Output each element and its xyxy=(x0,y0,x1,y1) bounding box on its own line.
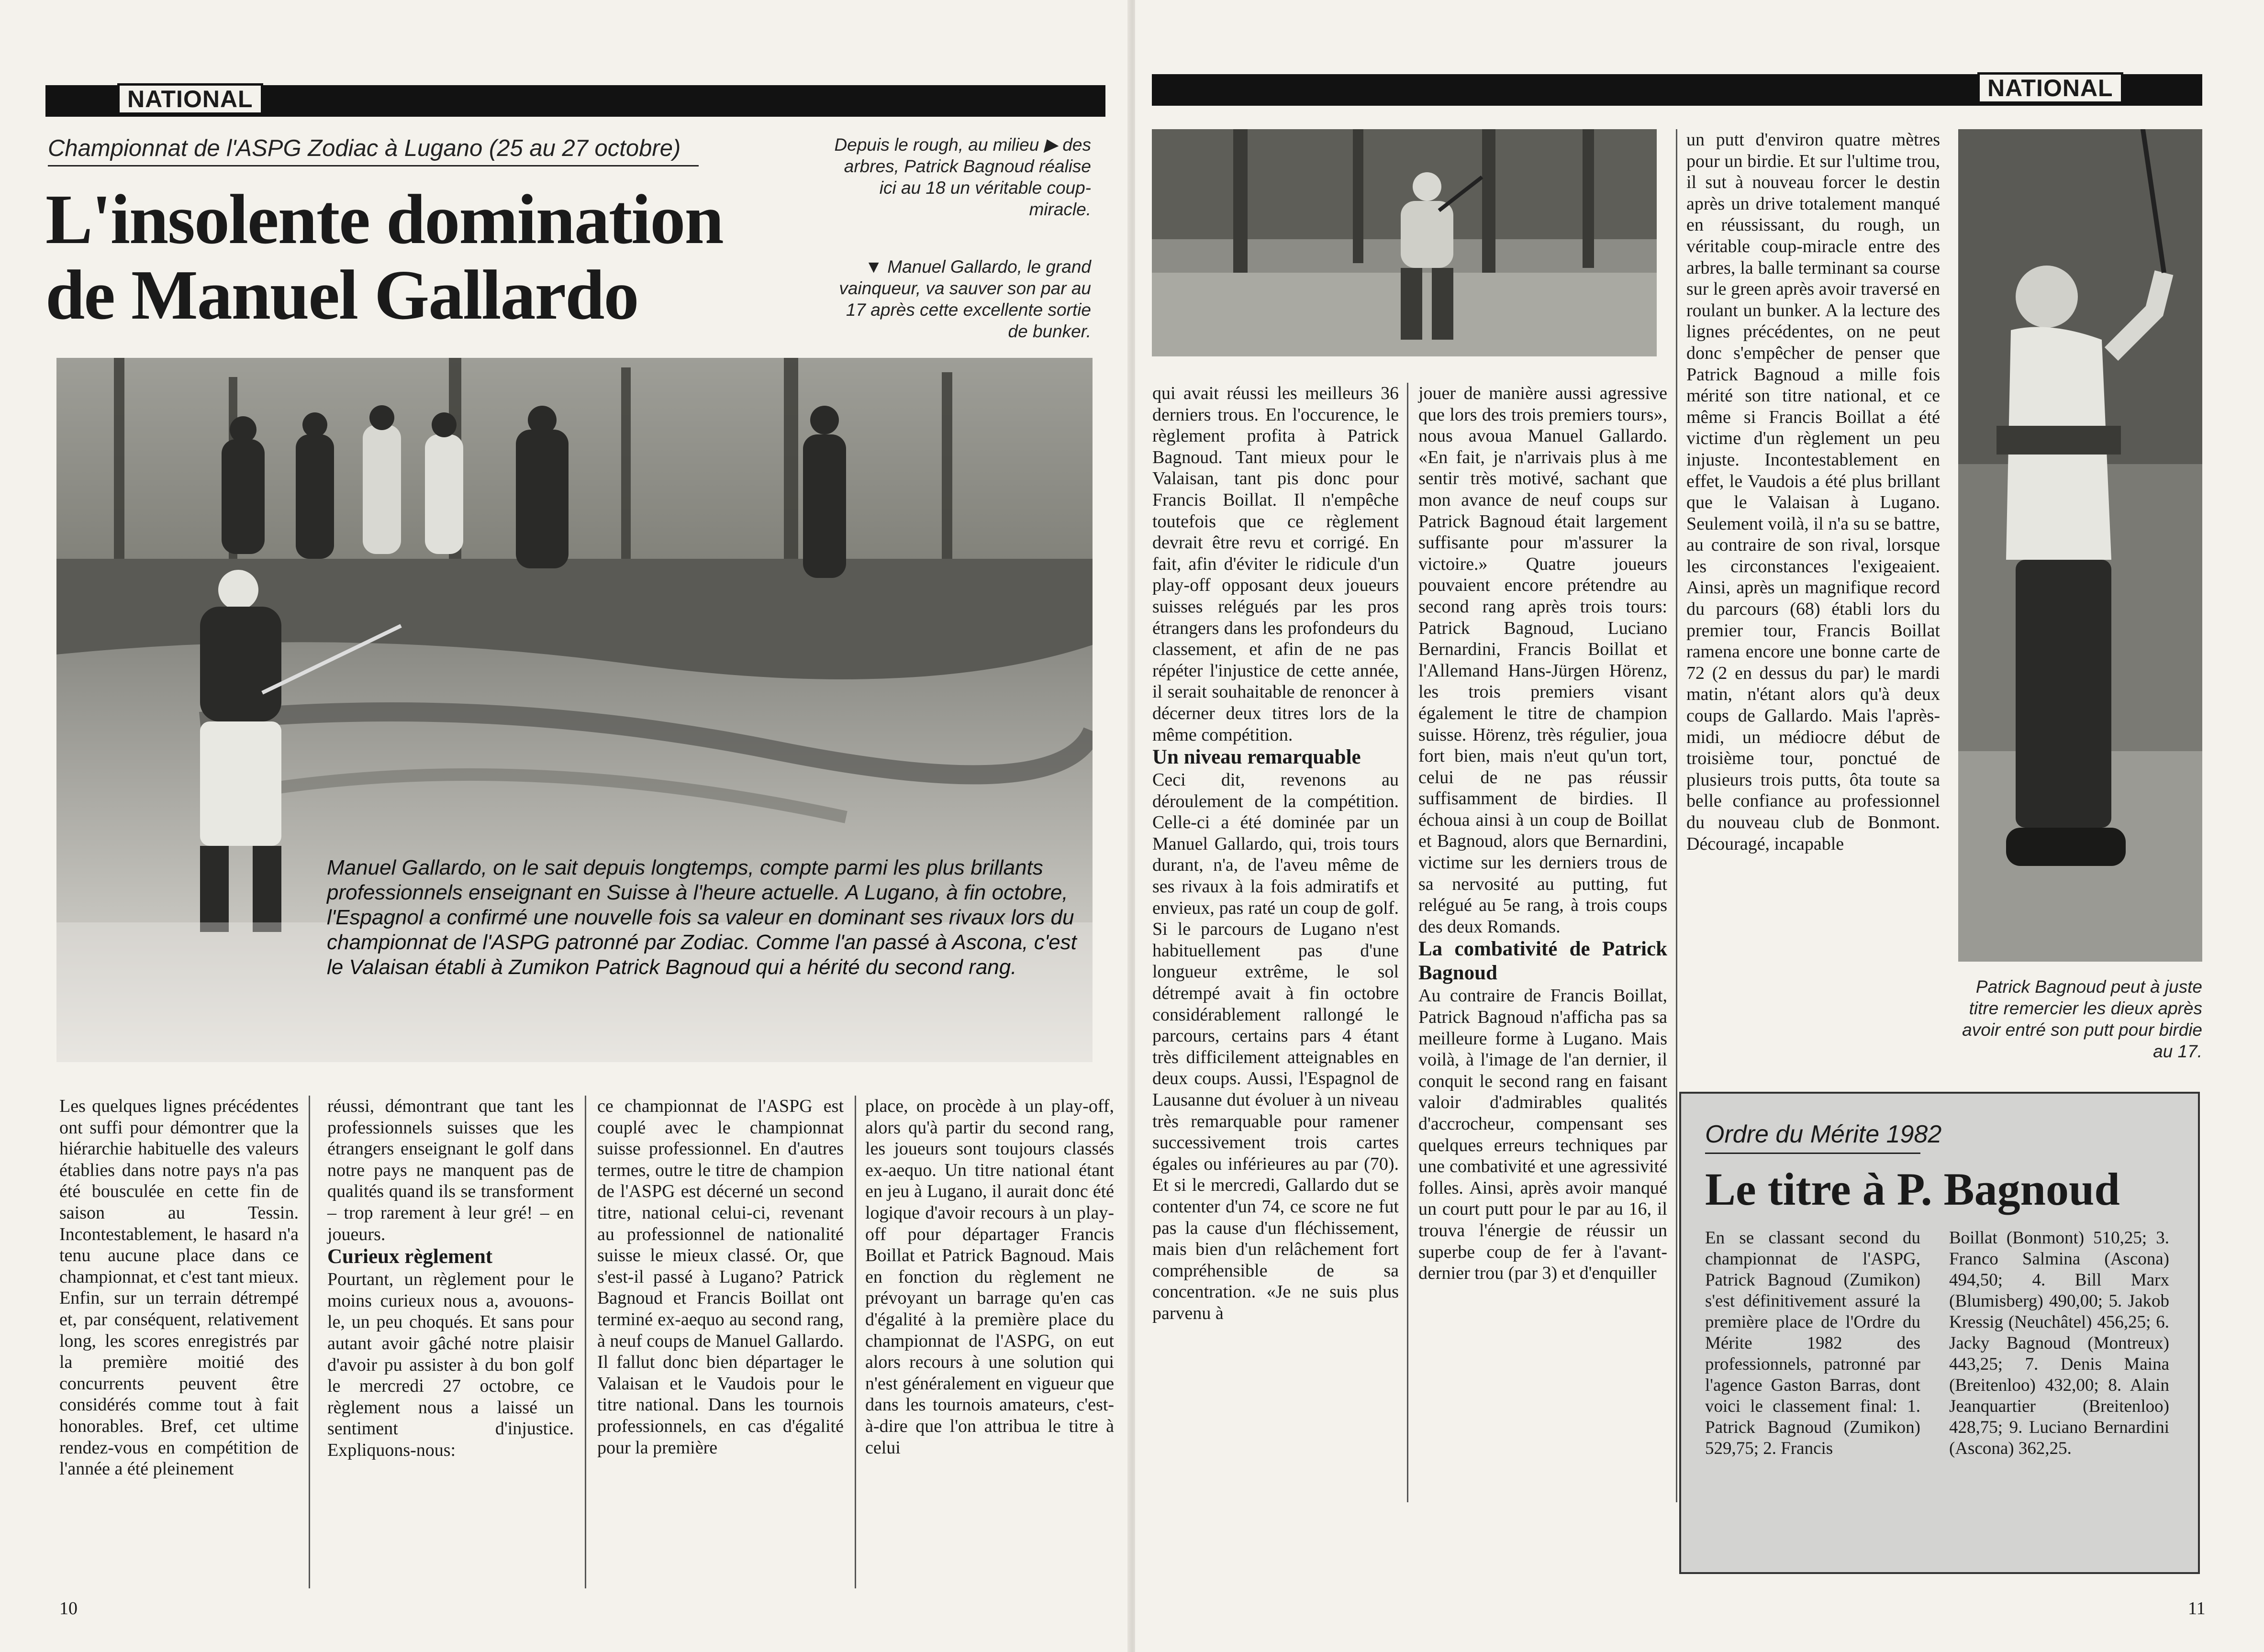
left-column-3 xyxy=(597,1096,844,1458)
subheading: La combativité de Patrick Bagnoud xyxy=(1418,938,1667,985)
subheading: Curieux règlement xyxy=(327,1245,493,1268)
photo-note-bunker: ▼ Manuel Gallardo, le grand vainqueur, va sauver son par au 17 après cette excellente sortie de bunker. xyxy=(839,257,1091,341)
merit-box-column-1: En se classant second du championnat de l'ASPG, Patrick Bagnoud (Zumikon) s'est définitivement assuré la première place de l'Ordre du Mérite 1982 des professionnels, patronné par l'agence Gaston Barras, dont voici le classement final: 1. Patrick Bagnoud (Zumikon) 529,75; 2. Francis xyxy=(1705,1228,1920,1458)
paragraph: réussi, démontrant que tant les professionnels suisses que les étrangers enseignant le golf dans notre pays ne manquent pas de qualités quand ils se transforment – trop rarement à leur gré! – en joueurs. xyxy=(327,1096,574,1244)
merit-box-title: Le titre à P. Bagnoud xyxy=(1705,1164,2120,1215)
bunker-photo-caption: Manuel Gallardo, on le sait depuis longtemps, compte parmi les plus brillants professionnels enseignant en Suisse à l'heure actuelle. A Lugano, à fin octobre, l'Espagnol a confirmé une nouvelle fois sa valeur en dominant ses rivaux lors du championnat de l'ASPG patronné par Zodiac. Comme l'an passé à Ascona, c'est le Valaisan établi à Zumikon Patrick Bagnoud qui a hérité du second rang. xyxy=(327,856,1077,979)
section-tag: NATIONAL xyxy=(1977,72,2123,104)
right-column-3 xyxy=(1686,129,1940,854)
paragraph: Au contraire de Francis Boillat, Patrick Bagnoud n'afficha pas sa meilleure forme à Lugano. Mais voilà, à l'image de l'an dernier, il conquit le second rang en faisant valoir d'admirables qualités d'accrocheur, compensant ses quelques erreurs techniques par une combativité et une agressivité folles. Ainsi, après avoir manqué un court putt pour le par au 16, il trouva l'énergie de réussir un superbe coup de fer à l'avant-dernier trou (par 3) et d'enquiller xyxy=(1418,986,1667,1284)
column-rule xyxy=(1407,383,1408,1502)
merit-box-kicker: Ordre du Mérite 1982 xyxy=(1705,1120,1942,1148)
section-tag: NATIONAL xyxy=(117,83,263,115)
column-rule xyxy=(309,1096,310,1588)
right-column-2 xyxy=(1418,383,1667,1284)
paragraph: Pourtant, un règlement pour le moins curieux nous a, avouons-le, un peu choqués. Et sans pour autant avoir gâché notre plaisir d'avoir pu assister à du bon golf le mercredi 27 octobre, ce règlement nous a laissé un sentiment d'injustice. Expliquons-nous: xyxy=(327,1269,574,1460)
left-column-1 xyxy=(59,1096,299,1480)
paragraph: qui avait réussi les meilleurs 36 derniers trous. En l'occurence, le règlement profita à Patrick Bagnoud. Tant mieux pour le Valaisan, tant pis donc pour Francis Boillat. Il n'empêche toutefois que ce règlement devrait être revu et corrigé. En fait, afin d'éviter le ridicule d'un play-off opposant deux joueurs suisses relégués par les pros étrangers dans les profondeurs du classement, et afin de ne pas répéter l'injustice de cette année, il serait souhaitable de renoncer à décerner deux titres lors de la même compétition. xyxy=(1152,383,1399,745)
paragraph: Les quelques lignes précédentes ont suffi pour démontrer que la hiérarchie habituelle des valeurs établies dans notre pays n'a pas été bousculée en cette fin de saison au Tessin. Incontestablement, le hasard n'a tenu aucune place dans ce championnat, et c'est tant mieux. Enfin, sur un terrain détrempé et, par conséquent, relativement long, les scores enregistrés par la première moitié des concurrents peuvent être considérés comme tout à fait honorables. Bref, cet ultime rendez-vous en compétition de l'année a été pleinement xyxy=(59,1096,299,1479)
paragraph: Ceci dit, revenons au déroulement de la compétition. Celle-ci a été dominée par un Manuel Gallardo, qui, trois tours durant, n'a, de l'aveu même de ses rivaux à la fois admiratifs et envieux, pas raté un coup de golf. Si le parcours de Lugano n'est habituellement pas d'une longueur extrême, le sol détrempé avait à fin octobre considérablement rallongé le parcours, certains pars 4 étant très difficilement atteignables en deux coups. Aussi, l'Espagnol de Lausanne dut évoluer à un niveau très remarquable pour ramener successivement trois cartes égales ou inférieures au par (70). Et si le mercredi, Gallardo dut se contenter d'un 74, ce score ne fut pas la cause d'un fléchissement, mais bien d'un relâchement fort compréhensible de sa concentration. «Je ne suis plus parvenu à xyxy=(1152,770,1399,1323)
paragraph: jouer de manière aussi agressive que lors des trois premiers tours», nous avoua Manuel Gallardo. «En fait, je n'arrivais plus à me sentir très motivé, sachant que mon avance de neuf coups sur Patrick Bagnoud était largement suffisante pour m'assurer la victoire.» Quatre joueurs pouvaient encore prétendre au second rang après trois tours: Patrick Bagnoud, Luciano Bernardini, Francis Boillat et l'Allemand Hans-Jürgen Hörenz, les trois premiers visant également le titre de champion suisse. Hörenz, très régulier, joua fort bien, mais n'eut qu'un tort, celui de ne pas réussir suffisamment de birdies. Il échoua ainsi à un coup de Boillat et Bagnoud, alors que Bernardini, victime sur les derniers trous de sa nervosité au putting, fut relégué au 5e rang, à trois coups des deux Romands. xyxy=(1418,383,1667,937)
left-column-4 xyxy=(865,1096,1114,1458)
headline-line-1: L'insolente domination xyxy=(45,180,723,259)
right-page xyxy=(1135,0,2264,1652)
column-rule xyxy=(1676,129,1677,1502)
kicker-underline xyxy=(48,165,699,166)
paragraph: ce championnat de l'ASPG est couplé avec le championnat suisse professionnel. En d'autres termes, outre le titre de champion de l'ASPG est décerné un second titre, national celui-ci, revenant au professionnel de nationalité suisse le mieux classé. Or, que s'est-il passé à Lugano? Patrick Bagnoud et Francis Boillat ont terminé ex-aequo au second rang, à neuf coups de Manuel Gallardo. Il fallut donc bien départager le Valaisan et le Vaudois pour le titre national. Dans les tournois professionnels, en cas d'égalité pour la première xyxy=(597,1096,844,1458)
column-rule xyxy=(585,1096,586,1588)
left-page xyxy=(0,0,1129,1652)
merit-box-kicker-underline xyxy=(1705,1153,1920,1154)
column-rule xyxy=(855,1096,856,1588)
page-number: 10 xyxy=(59,1598,78,1619)
page-number: 11 xyxy=(2188,1598,2206,1619)
rough-shot-illustration xyxy=(1152,129,1657,356)
rough-shot-photo xyxy=(1152,129,1657,356)
merit-ranking-box xyxy=(1679,1092,2200,1574)
paragraph: un putt d'environ quatre mètres pour un birdie. Et sur l'ultime trou, il sut à nouveau forcer le destin après un drive totalement manqué en réussissant, du rough, un véritable coup-miracle entre des arbres, la balle terminant sa course sur le green après avoir traversé en roulant un bunker. A la lecture des lignes précédentes, on ne peut donc s'empêcher de penser que Patrick Bagnoud a mille fois mérité son titre national, et ce même si Francis Boillat a été victime d'un règlement un peu injuste. Incontestablement en effet, le Vaudois a été plus brillant que le Valaisan à Lugano. Seulement voilà, il n'a su se battre, au contraire de son rival, lorsque les circonstances l'exigeaient. Ainsi, après un magnifique record du parcours (68) établi lors du premier tour, Francis Boillat ramena encore une bonne carte de 72 (2 en dessus du par) le mardi matin, n'étant alors qu'à deux coups de Gallardo. Mais l'après-midi, un médiocre début de troisième tour, ponctué de plusieurs trois putts, ôta toute sa belle confiance au professionnel du nouveau club de Bonmont. Découragé, incapable xyxy=(1686,130,1940,854)
bunker-shot-photo xyxy=(56,358,1093,1062)
headline-line-2: de Manuel Gallardo xyxy=(45,256,638,334)
merit-box-column-2: Boillat (Bonmont) 510,25; 3. Franco Salmina (Ascona) 494,50; 4. Bill Marx (Blumisberg) 490,00; 5. Jakob Kressig (Neuchâtel) 456,25; 6. Jacky Bagnoud (Montreux) 443,25; 7. Denis Maina (Breitenloo) 432,00; 8. Alain Jeanquartier (Breitenloo) 428,75; 9. Luciano Bernardini (Ascona) 362,25. xyxy=(1949,1228,2169,1458)
article-kicker: Championnat de l'ASPG Zodiac à Lugano (25 au 27 octobre) xyxy=(48,135,681,161)
left-column-2 xyxy=(327,1096,574,1461)
celebration-photo-caption: Patrick Bagnoud peut à juste titre remercier les dieux après avoir entré son putt pour birdie au 17. xyxy=(1962,977,2202,1061)
article-headline xyxy=(45,182,835,333)
bagnoud-celebration-photo xyxy=(1958,129,2202,962)
subheading: Un niveau remarquable xyxy=(1152,746,1361,769)
bagnoud-celebration-illustration xyxy=(1958,129,2202,962)
photo-note-rough: Depuis le rough, au milieu ▶ des arbres, Patrick Bagnoud réalise ici au 18 un véritable coup-miracle. xyxy=(834,135,1091,219)
right-column-1 xyxy=(1152,383,1399,1324)
paragraph: place, on procède à un play-off, alors qu'à partir du second rang, les joueurs sont toujours classés ex-aequo. Un titre national étant en jeu à Lugano, il aurait donc été logique d'avoir recours à un play-off pour départager Francis Boillat et Patrick Bagnoud. Mais en fonction du règlement ne prévoyant un barrage qu'en cas d'égalité à la première place du championnat de l'ASPG, on eut alors recours à une solution qui n'est généralement en vigueur que dans les tournois amateurs, c'est-à-dire que l'on attribua le titre à celui xyxy=(865,1096,1114,1458)
